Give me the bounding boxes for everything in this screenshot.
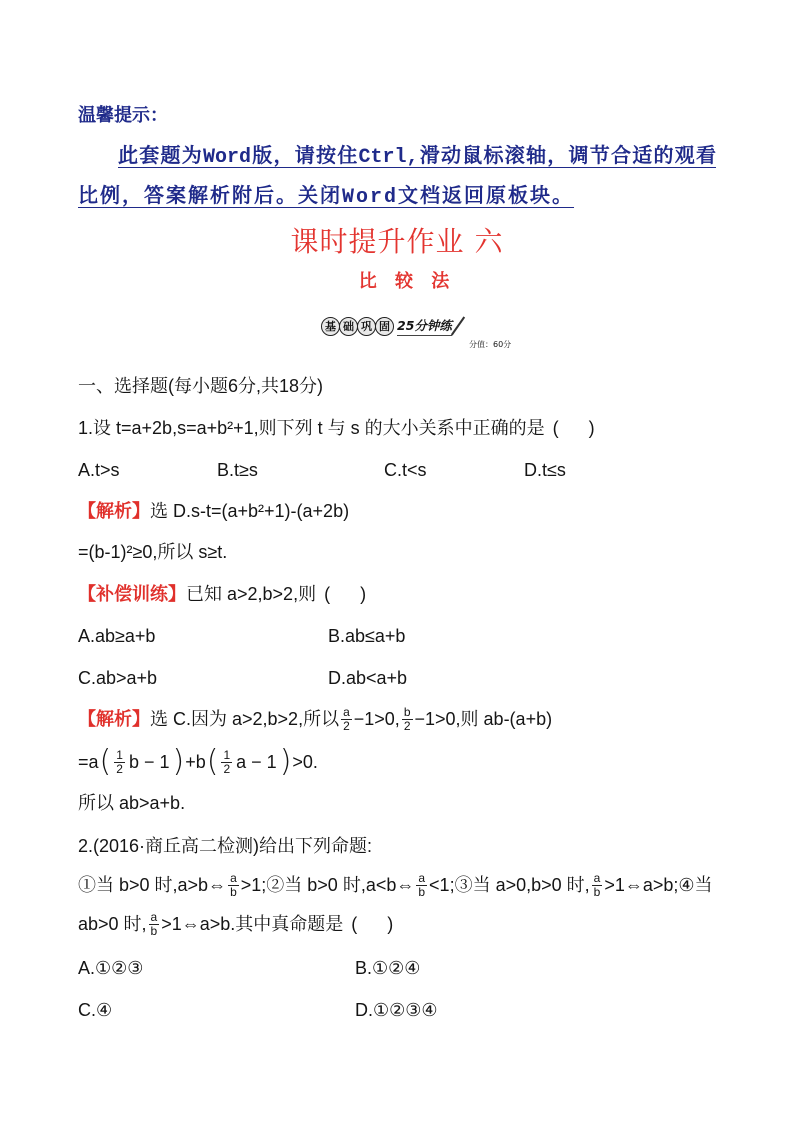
fraction-numerator: b [403,704,411,719]
answer-bracket: ( ) [351,914,394,934]
tip-line-1: 此套题为Word版，请按住Ctrl,滑动鼠标滚轴，调节合适的观看 [118,146,716,169]
analysis-text: 选 C.因为 a>2,b>2,所以 [150,709,340,729]
fraction-denominator: 2 [116,761,123,776]
page-title: 课时提升作业 六 [290,225,504,258]
q1-option-b: B.t≥s [217,459,258,480]
analysis-text: =(b-1)²≥0,所以 s≥t. [78,542,228,562]
badge-char: 基 [321,317,340,336]
q2-propositions-line-1 [78,865,713,905]
page-subtitle: 比 较 法 [358,271,456,292]
analysis-text: −1>0, [353,709,400,729]
fraction-denominator: b [593,884,601,899]
fraction-denominator: 2 [343,718,350,733]
fraction-denominator: b [230,884,237,899]
q2-option-b: B.①②④ [355,957,421,978]
q1-option-a: A.t>s [78,459,120,480]
fraction [592,872,603,899]
right-paren: ) [172,744,185,779]
analysis-label: 【解析】 [78,709,150,729]
section-heading [78,374,323,398]
badge-char: 巩 [357,317,376,336]
fraction-numerator: a [230,870,237,885]
q1-analysis-line-1 [78,499,349,523]
slash-icon [451,316,465,335]
practice-analysis-line-2 [78,742,318,782]
right-paren: ) [279,744,292,779]
practice-stem-text: 已知 a>2,b>2,则 [186,584,317,604]
practice-option-a: A.ab≥a+b [78,625,156,646]
q2-text: <1;③当 a>0,b>0 时, [429,875,590,895]
answer-bracket: ( ) [552,418,595,438]
practice-option-d: D.ab<a+b [328,667,408,688]
tip-heading: 温馨提示： [78,107,168,127]
fraction-numerator: 1 [116,747,123,762]
q2-option-c: C.④ [78,999,113,1020]
fraction-denominator: b [418,884,426,899]
math-text: =a [78,752,99,772]
practice-option-b: B.ab≤a+b [328,625,406,646]
q1-analysis-line-2 [78,540,227,564]
fraction-numerator: a [593,870,601,885]
q2-text: >1⇔a>b;④当 [604,875,713,895]
badge-char: 础 [339,317,358,336]
practice-analysis-line-3 [78,791,185,815]
practice-analysis-line-1 [78,699,552,739]
left-paren: ( [206,744,219,779]
fraction [416,872,427,899]
practice-label: 【补偿训练】 [78,584,186,604]
fraction [228,872,239,899]
math-text: >0. [292,752,318,772]
q2-stem-text: 2.(2016·商丘高二检测)给出下列命题: [78,836,373,856]
math-text: +b [185,752,206,772]
fraction [402,706,413,733]
analysis-text: 所以 ab>a+b. [78,793,186,813]
q2-option-a: A.①②③ [78,957,144,978]
q1-option-c: C.t<s [384,459,427,480]
q2-stem [78,834,372,858]
math-text: a − 1 [236,752,277,772]
q2-text: ①当 b>0 时,a>b⇔ [78,875,227,895]
analysis-text: 选 D.s-t=(a+b²+1)-(a+2b) [150,501,350,521]
section-badge [321,315,459,337]
q2-text: >1;②当 b>0 时,a<b⇔ [240,875,415,895]
left-paren: ( [99,744,112,779]
fraction-denominator: 2 [403,718,411,733]
math-text: b − 1 [128,752,170,772]
q1-option-d: D.t≤s [524,459,566,480]
fraction-numerator: a [150,909,158,924]
q2-text: >1⇔a>b.其中真命题是 [161,914,344,934]
section-heading-text: 一、选择题(每小题6分,共18分) [78,376,324,396]
q2-option-d: D.①②③④ [355,999,438,1020]
fraction [341,706,352,733]
fraction-denominator: b [150,923,158,938]
badge-time: 25分钟练 [397,316,452,336]
fraction-denominator: 2 [223,761,231,776]
analysis-text: −1>0,则 ab-(a+b) [414,709,553,729]
q1-stem [78,416,595,440]
q2-text: ab>0 时, [78,914,147,934]
practice-stem [78,582,366,606]
fraction [221,749,232,776]
badge-score: 分值：60分 [469,340,512,349]
badge-char: 固 [375,317,394,336]
fraction [149,911,160,938]
practice-option-c: C.ab>a+b [78,667,158,688]
analysis-label: 【解析】 [78,501,150,521]
fraction [114,749,125,776]
fraction-numerator: a [418,870,426,885]
fraction-numerator: a [343,704,350,719]
tip-line-2: 比例，答案解析附后。关闭Word文档返回原板块。 [78,186,575,209]
q1-stem-text: 1.设 t=a+2b,s=a+b²+1,则下列 t 与 s 的大小关系中正确的是 [78,418,545,438]
q2-propositions-line-2 [78,904,393,944]
fraction-numerator: 1 [223,747,231,762]
answer-bracket: ( ) [324,584,367,604]
